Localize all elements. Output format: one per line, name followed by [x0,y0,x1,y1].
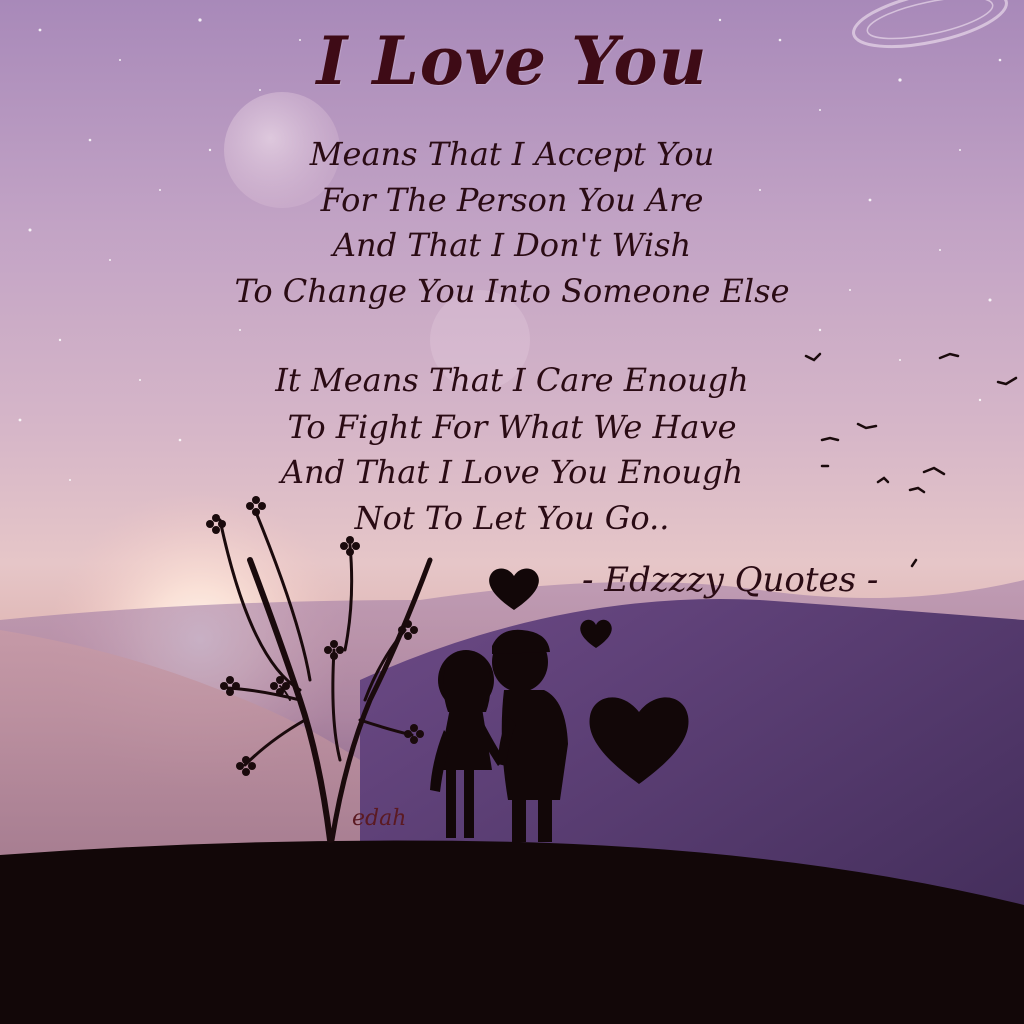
poster-title: I Love You [316,22,708,100]
poem-line-5: It Means That I Care Enough [275,361,749,399]
poem-line-2: For The Person You Are [320,181,704,219]
artist-watermark: edah [352,806,407,831]
poem-line-6: To Fight For What We Have [287,408,737,446]
poem-line-4: To Change You Into Someone Else [234,272,790,310]
poem-line-1: Means That I Accept You [309,135,715,173]
poem-line-8: Not To Let You Go.. [354,499,670,537]
poem-line-7: And That I Love You Enough [280,453,744,491]
signature: - Edzzzy Quotes - [582,560,879,600]
poem-line-3: And That I Don't Wish [332,226,692,264]
